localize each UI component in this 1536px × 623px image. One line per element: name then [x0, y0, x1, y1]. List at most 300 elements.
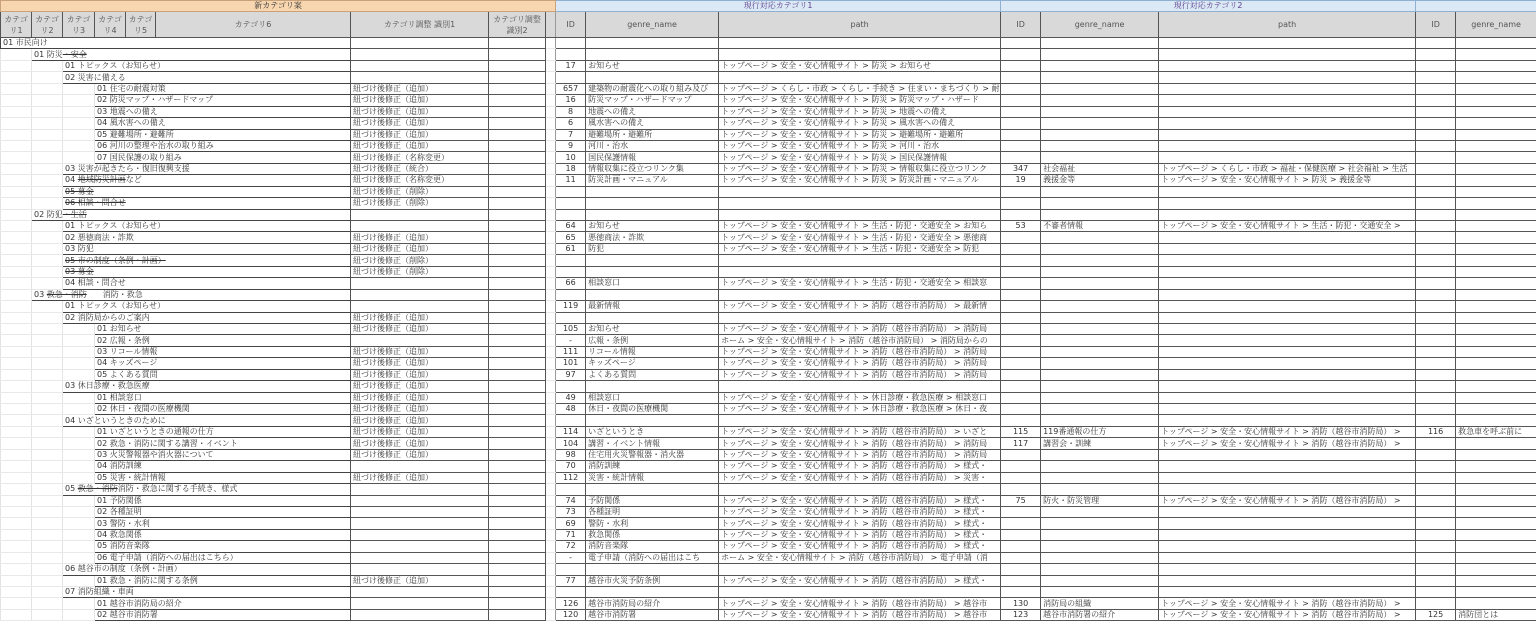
column-header-cur3-genre_name[interactable]: genre_name: [1456, 12, 1536, 38]
c3-genre-name-cell[interactable]: 消防団とは: [1456, 609, 1536, 620]
c1-id-cell[interactable]: 49: [556, 392, 586, 403]
category-cell[interactable]: [95, 83, 351, 94]
adjustment-note-cell[interactable]: 紐づけ後修正（追加）: [351, 95, 489, 106]
indent-cell[interactable]: [1, 72, 32, 83]
indent-cell[interactable]: [32, 175, 63, 186]
c1-id-cell[interactable]: 97: [556, 369, 586, 380]
c2-genre-name-cell[interactable]: [1041, 415, 1159, 426]
category-cell[interactable]: [95, 369, 351, 380]
adjustment-note-2-cell[interactable]: [489, 426, 546, 437]
indent-cell[interactable]: [32, 152, 63, 163]
c3-id-cell[interactable]: [1416, 541, 1456, 552]
c3-id-cell[interactable]: [1416, 289, 1456, 300]
indent-cell[interactable]: [1, 541, 32, 552]
category-cell[interactable]: [63, 175, 351, 186]
indent-cell[interactable]: [1, 198, 32, 209]
category-cell[interactable]: [32, 209, 351, 220]
c2-path-cell[interactable]: [1159, 461, 1416, 472]
c1-id-cell[interactable]: 111: [556, 346, 586, 357]
c3-id-cell[interactable]: [1416, 266, 1456, 277]
indent-cell[interactable]: [1, 415, 32, 426]
c1-id-cell[interactable]: 126: [556, 598, 586, 609]
adjustment-note-2-cell[interactable]: [489, 472, 546, 483]
c1-genre-name-cell[interactable]: いざというとき: [586, 426, 719, 437]
indent-cell[interactable]: [32, 95, 63, 106]
indent-cell[interactable]: [1, 186, 32, 197]
adjustment-note-cell[interactable]: 紐づけ後修正（追加）: [351, 575, 489, 586]
c1-path-cell[interactable]: トップページ > 安全・安心情報サイト > 生活・防犯・交通安全 > お知ら: [719, 221, 1001, 232]
adjustment-note-2-cell[interactable]: [489, 438, 546, 449]
adjustment-note-2-cell[interactable]: [489, 541, 546, 552]
adjustment-note-2-cell[interactable]: [489, 232, 546, 243]
indent-cell[interactable]: [1, 312, 32, 323]
c3-genre-name-cell[interactable]: [1456, 312, 1536, 323]
indent-cell[interactable]: [32, 575, 63, 586]
indent-cell[interactable]: [32, 564, 63, 575]
column-header-cur1-path[interactable]: path: [719, 12, 1001, 38]
category-cell[interactable]: [95, 506, 351, 517]
c2-id-cell[interactable]: [1001, 472, 1041, 483]
indent-cell[interactable]: [63, 358, 95, 369]
c1-path-cell[interactable]: トップページ > 安全・安心情報サイト > 消防（越谷市消防局） > 越谷市: [719, 609, 1001, 620]
category-cell[interactable]: [63, 163, 351, 174]
c3-id-cell[interactable]: [1416, 255, 1456, 266]
c3-genre-name-cell[interactable]: [1456, 175, 1536, 186]
c2-id-cell[interactable]: [1001, 587, 1041, 598]
c2-path-cell[interactable]: [1159, 289, 1416, 300]
c3-genre-name-cell[interactable]: [1456, 60, 1536, 71]
c2-path-cell[interactable]: トップページ > 安全・安心情報サイト > 消防（越谷市消防局） >: [1159, 426, 1416, 437]
category-cell[interactable]: [32, 49, 351, 60]
adjustment-note-cell[interactable]: [351, 461, 489, 472]
indent-cell[interactable]: [1, 587, 32, 598]
c3-genre-name-cell[interactable]: [1456, 369, 1536, 380]
column-header-new-1[interactable]: カテゴリ1: [1, 12, 32, 38]
c1-path-cell[interactable]: トップページ > 安全・安心情報サイト > 消防（越谷市消防局） > 消防局: [719, 449, 1001, 460]
c3-id-cell[interactable]: [1416, 140, 1456, 151]
c2-id-cell[interactable]: [1001, 243, 1041, 254]
c2-path-cell[interactable]: [1159, 415, 1416, 426]
c1-path-cell[interactable]: トップページ > 安全・安心情報サイト > 生活・防犯・交通安全 > 相談窓: [719, 278, 1001, 289]
c2-path-cell[interactable]: [1159, 209, 1416, 220]
adjustment-note-2-cell[interactable]: [489, 72, 546, 83]
c2-genre-name-cell[interactable]: [1041, 449, 1159, 460]
category-cell[interactable]: [95, 323, 351, 334]
c3-id-cell[interactable]: [1416, 369, 1456, 380]
c1-path-cell[interactable]: [719, 38, 1001, 49]
c1-id-cell[interactable]: [556, 484, 586, 495]
c2-genre-name-cell[interactable]: [1041, 564, 1159, 575]
adjustment-note-cell[interactable]: 紐づけ後修正（追加）: [351, 346, 489, 357]
c2-genre-name-cell[interactable]: [1041, 506, 1159, 517]
adjustment-note-cell[interactable]: [351, 564, 489, 575]
c1-path-cell[interactable]: トップページ > 安全・安心情報サイト > 消防（越谷市消防局） > 消防局: [719, 358, 1001, 369]
adjustment-note-2-cell[interactable]: [489, 335, 546, 346]
column-header-cur2-ID[interactable]: ID: [1001, 12, 1041, 38]
c2-id-cell[interactable]: [1001, 186, 1041, 197]
adjustment-note-cell[interactable]: 紐づけ後修正（追加）: [351, 140, 489, 151]
indent-cell[interactable]: [1, 163, 32, 174]
c2-path-cell[interactable]: [1159, 129, 1416, 140]
adjustment-note-2-cell[interactable]: [489, 175, 546, 186]
adjustment-note-2-cell[interactable]: [489, 198, 546, 209]
c2-id-cell[interactable]: [1001, 369, 1041, 380]
indent-cell[interactable]: [32, 118, 63, 129]
indent-cell[interactable]: [63, 495, 95, 506]
c2-path-cell[interactable]: [1159, 255, 1416, 266]
c2-genre-name-cell[interactable]: [1041, 335, 1159, 346]
category-cell[interactable]: [95, 404, 351, 415]
adjustment-note-2-cell[interactable]: [489, 221, 546, 232]
indent-cell[interactable]: [1, 506, 32, 517]
indent-cell[interactable]: [1, 221, 32, 232]
c3-id-cell[interactable]: [1416, 60, 1456, 71]
c2-genre-name-cell[interactable]: [1041, 541, 1159, 552]
adjustment-note-2-cell[interactable]: [489, 346, 546, 357]
indent-cell[interactable]: [32, 198, 63, 209]
c1-genre-name-cell[interactable]: 防災計画・マニュアル: [586, 175, 719, 186]
c1-id-cell[interactable]: 70: [556, 461, 586, 472]
c1-genre-name-cell[interactable]: 越谷市消防署: [586, 609, 719, 620]
c3-genre-name-cell[interactable]: [1456, 243, 1536, 254]
c2-id-cell[interactable]: [1001, 72, 1041, 83]
indent-cell[interactable]: [1, 118, 32, 129]
c2-path-cell[interactable]: [1159, 587, 1416, 598]
adjustment-note-cell[interactable]: [351, 301, 489, 312]
c1-path-cell[interactable]: トップページ > 安全・安心情報サイト > 防災 > 地震への備え: [719, 106, 1001, 117]
indent-cell[interactable]: [32, 369, 63, 380]
c1-path-cell[interactable]: トップページ > 安全・安心情報サイト > 消防（越谷市消防局） > 様式・: [719, 529, 1001, 540]
c3-genre-name-cell[interactable]: [1456, 106, 1536, 117]
c2-genre-name-cell[interactable]: [1041, 575, 1159, 586]
indent-cell[interactable]: [63, 95, 95, 106]
indent-cell[interactable]: [63, 529, 95, 540]
indent-cell[interactable]: [63, 129, 95, 140]
c3-genre-name-cell[interactable]: [1456, 552, 1536, 563]
c3-genre-name-cell[interactable]: [1456, 506, 1536, 517]
indent-cell[interactable]: [32, 106, 63, 117]
c1-id-cell[interactable]: 72: [556, 541, 586, 552]
adjustment-note-2-cell[interactable]: [489, 140, 546, 151]
c2-id-cell[interactable]: [1001, 106, 1041, 117]
c1-path-cell[interactable]: トップページ > 安全・安心情報サイト > 防災 > 国民保護情報: [719, 152, 1001, 163]
c1-id-cell[interactable]: -: [556, 335, 586, 346]
indent-cell[interactable]: [63, 426, 95, 437]
adjustment-note-cell[interactable]: 紐づけ後修正（削除）: [351, 266, 489, 277]
c2-genre-name-cell[interactable]: [1041, 381, 1159, 392]
c2-path-cell[interactable]: [1159, 529, 1416, 540]
c3-id-cell[interactable]: [1416, 95, 1456, 106]
c2-id-cell[interactable]: [1001, 83, 1041, 94]
c3-id-cell[interactable]: [1416, 301, 1456, 312]
category-cell[interactable]: [63, 484, 351, 495]
indent-cell[interactable]: [63, 140, 95, 151]
category-cell[interactable]: [95, 118, 351, 129]
c3-id-cell[interactable]: [1416, 506, 1456, 517]
c1-path-cell[interactable]: トップページ > 安全・安心情報サイト > 防災 > 風水害への備え: [719, 118, 1001, 129]
indent-cell[interactable]: [1, 152, 32, 163]
c3-id-cell[interactable]: [1416, 415, 1456, 426]
c3-id-cell[interactable]: [1416, 221, 1456, 232]
c1-path-cell[interactable]: トップページ > 安全・安心情報サイト > 防災 > 情報収集に役立つリンク: [719, 163, 1001, 174]
c3-genre-name-cell[interactable]: [1456, 140, 1536, 151]
c1-genre-name-cell[interactable]: [586, 72, 719, 83]
c1-id-cell[interactable]: [556, 255, 586, 266]
c3-genre-name-cell[interactable]: [1456, 598, 1536, 609]
c1-genre-name-cell[interactable]: [586, 312, 719, 323]
c2-path-cell[interactable]: [1159, 140, 1416, 151]
c1-id-cell[interactable]: 105: [556, 323, 586, 334]
adjustment-note-cell[interactable]: 紐づけ後修正（追加）: [351, 312, 489, 323]
c1-genre-name-cell[interactable]: 電子申請（消防への届出はこち: [586, 552, 719, 563]
c2-path-cell[interactable]: [1159, 186, 1416, 197]
indent-cell[interactable]: [1, 552, 32, 563]
adjustment-note-cell[interactable]: [351, 541, 489, 552]
adjustment-note-2-cell[interactable]: [489, 369, 546, 380]
c1-genre-name-cell[interactable]: 消防訓練: [586, 461, 719, 472]
c3-id-cell[interactable]: [1416, 392, 1456, 403]
c2-genre-name-cell[interactable]: [1041, 95, 1159, 106]
indent-cell[interactable]: [1, 95, 32, 106]
c2-id-cell[interactable]: [1001, 518, 1041, 529]
indent-cell[interactable]: [32, 346, 63, 357]
indent-cell[interactable]: [1, 243, 32, 254]
adjustment-note-cell[interactable]: [351, 552, 489, 563]
indent-cell[interactable]: [1, 278, 32, 289]
c2-id-cell[interactable]: [1001, 232, 1041, 243]
c1-path-cell[interactable]: [719, 209, 1001, 220]
c1-id-cell[interactable]: [556, 587, 586, 598]
c1-genre-name-cell[interactable]: [586, 38, 719, 49]
c3-id-cell[interactable]: [1416, 278, 1456, 289]
category-cell[interactable]: [63, 243, 351, 254]
c2-genre-name-cell[interactable]: [1041, 552, 1159, 563]
category-cell[interactable]: [95, 152, 351, 163]
category-cell[interactable]: [63, 186, 351, 197]
c1-id-cell[interactable]: 48: [556, 404, 586, 415]
adjustment-note-cell[interactable]: [351, 289, 489, 300]
c1-path-cell[interactable]: [719, 49, 1001, 60]
c2-genre-name-cell[interactable]: [1041, 140, 1159, 151]
c3-id-cell[interactable]: [1416, 209, 1456, 220]
c3-genre-name-cell[interactable]: [1456, 186, 1536, 197]
indent-cell[interactable]: [1, 484, 32, 495]
c2-path-cell[interactable]: [1159, 106, 1416, 117]
c2-id-cell[interactable]: [1001, 278, 1041, 289]
category-cell[interactable]: [95, 461, 351, 472]
adjustment-note-cell[interactable]: [351, 506, 489, 517]
category-cell[interactable]: [63, 232, 351, 243]
c2-id-cell[interactable]: [1001, 449, 1041, 460]
indent-cell[interactable]: [32, 381, 63, 392]
category-cell[interactable]: [63, 587, 351, 598]
category-cell[interactable]: [63, 221, 351, 232]
indent-cell[interactable]: [1, 495, 32, 506]
c3-id-cell[interactable]: 116: [1416, 426, 1456, 437]
category-cell[interactable]: [95, 552, 351, 563]
indent-cell[interactable]: [32, 255, 63, 266]
c2-path-cell[interactable]: [1159, 358, 1416, 369]
adjustment-note-2-cell[interactable]: [489, 518, 546, 529]
c1-genre-name-cell[interactable]: [586, 381, 719, 392]
c3-id-cell[interactable]: [1416, 232, 1456, 243]
indent-cell[interactable]: [63, 392, 95, 403]
c1-genre-name-cell[interactable]: お知らせ: [586, 221, 719, 232]
indent-cell[interactable]: [32, 221, 63, 232]
c2-path-cell[interactable]: [1159, 152, 1416, 163]
c1-id-cell[interactable]: 98: [556, 449, 586, 460]
c1-id-cell[interactable]: 119: [556, 301, 586, 312]
indent-cell[interactable]: [32, 552, 63, 563]
c3-id-cell[interactable]: [1416, 72, 1456, 83]
c1-id-cell[interactable]: [556, 49, 586, 60]
c2-path-cell[interactable]: トップページ > 安全・安心情報サイト > 消防（越谷市消防局） >: [1159, 495, 1416, 506]
category-cell[interactable]: [95, 518, 351, 529]
c1-genre-name-cell[interactable]: 越谷市火災予防条例: [586, 575, 719, 586]
c1-path-cell[interactable]: トップページ > 安全・安心情報サイト > 消防（越谷市消防局） > 様式・: [719, 541, 1001, 552]
column-header-new-8[interactable]: カテゴリ調整 識別2: [489, 12, 546, 38]
c3-id-cell[interactable]: [1416, 587, 1456, 598]
adjustment-note-cell[interactable]: 紐づけ後修正（名称変更）: [351, 152, 489, 163]
c2-path-cell[interactable]: [1159, 323, 1416, 334]
c3-genre-name-cell[interactable]: [1456, 152, 1536, 163]
c3-genre-name-cell[interactable]: [1456, 95, 1536, 106]
indent-cell[interactable]: [32, 587, 63, 598]
c3-id-cell[interactable]: [1416, 484, 1456, 495]
c2-path-cell[interactable]: [1159, 564, 1416, 575]
c3-genre-name-cell[interactable]: [1456, 209, 1536, 220]
c1-genre-name-cell[interactable]: 広報・条例: [586, 335, 719, 346]
adjustment-note-cell[interactable]: [351, 60, 489, 71]
adjustment-note-2-cell[interactable]: [489, 278, 546, 289]
adjustment-note-cell[interactable]: 紐づけ後修正（削除）: [351, 186, 489, 197]
c2-genre-name-cell[interactable]: [1041, 278, 1159, 289]
c2-genre-name-cell[interactable]: [1041, 209, 1159, 220]
adjustment-note-cell[interactable]: [351, 221, 489, 232]
c2-genre-name-cell[interactable]: [1041, 484, 1159, 495]
adjustment-note-cell[interactable]: 紐づけ後修正（名称変更）: [351, 175, 489, 186]
c3-genre-name-cell[interactable]: [1456, 278, 1536, 289]
c2-path-cell[interactable]: [1159, 72, 1416, 83]
adjustment-note-2-cell[interactable]: [489, 484, 546, 495]
indent-cell[interactable]: [32, 232, 63, 243]
category-cell[interactable]: [63, 381, 351, 392]
c3-id-cell[interactable]: [1416, 495, 1456, 506]
adjustment-note-cell[interactable]: 紐づけ後修正（追加）: [351, 243, 489, 254]
indent-cell[interactable]: [63, 404, 95, 415]
c2-id-cell[interactable]: [1001, 541, 1041, 552]
c2-path-cell[interactable]: トップページ > 安全・安心情報サイト > 消防（越谷市消防局） >: [1159, 438, 1416, 449]
c1-id-cell[interactable]: [556, 381, 586, 392]
c2-genre-name-cell[interactable]: [1041, 358, 1159, 369]
indent-cell[interactable]: [1, 472, 32, 483]
indent-cell[interactable]: [1, 83, 32, 94]
c3-genre-name-cell[interactable]: [1456, 83, 1536, 94]
c3-id-cell[interactable]: [1416, 472, 1456, 483]
adjustment-note-2-cell[interactable]: [489, 163, 546, 174]
indent-cell[interactable]: [32, 598, 63, 609]
c2-genre-name-cell[interactable]: [1041, 198, 1159, 209]
category-cell[interactable]: [95, 335, 351, 346]
c3-id-cell[interactable]: [1416, 129, 1456, 140]
indent-cell[interactable]: [32, 358, 63, 369]
indent-cell[interactable]: [32, 163, 63, 174]
c1-path-cell[interactable]: トップページ > 安全・安心情報サイト > 消防（越谷市消防局） > 消防局: [719, 323, 1001, 334]
indent-cell[interactable]: [1, 140, 32, 151]
c1-id-cell[interactable]: [556, 186, 586, 197]
c1-genre-name-cell[interactable]: [586, 266, 719, 277]
c1-genre-name-cell[interactable]: 休日・夜間の医療機関: [586, 404, 719, 415]
c2-path-cell[interactable]: [1159, 38, 1416, 49]
c1-id-cell[interactable]: -: [556, 552, 586, 563]
c3-genre-name-cell[interactable]: [1456, 484, 1536, 495]
c2-id-cell[interactable]: [1001, 209, 1041, 220]
c2-genre-name-cell[interactable]: [1041, 289, 1159, 300]
indent-cell[interactable]: [63, 552, 95, 563]
c2-genre-name-cell[interactable]: [1041, 312, 1159, 323]
adjustment-note-cell[interactable]: [351, 209, 489, 220]
column-header-new-6[interactable]: カテゴリ6: [156, 12, 351, 38]
c2-id-cell[interactable]: 123: [1001, 609, 1041, 620]
indent-cell[interactable]: [63, 335, 95, 346]
c1-path-cell[interactable]: [719, 266, 1001, 277]
c2-id-cell[interactable]: [1001, 140, 1041, 151]
c1-id-cell[interactable]: 18: [556, 163, 586, 174]
adjustment-note-cell[interactable]: 紐づけ後修正（追加）: [351, 369, 489, 380]
c1-id-cell[interactable]: 16: [556, 95, 586, 106]
c3-genre-name-cell[interactable]: [1456, 129, 1536, 140]
c2-id-cell[interactable]: [1001, 312, 1041, 323]
c2-genre-name-cell[interactable]: [1041, 118, 1159, 129]
c3-genre-name-cell[interactable]: [1456, 198, 1536, 209]
c2-genre-name-cell[interactable]: [1041, 266, 1159, 277]
category-cell[interactable]: [95, 106, 351, 117]
c2-genre-name-cell[interactable]: [1041, 346, 1159, 357]
adjustment-note-2-cell[interactable]: [489, 609, 546, 620]
column-header-new-5[interactable]: カテゴリ5: [126, 12, 156, 38]
c3-genre-name-cell[interactable]: [1456, 118, 1536, 129]
c3-id-cell[interactable]: [1416, 438, 1456, 449]
c1-genre-name-cell[interactable]: 災害・統計情報: [586, 472, 719, 483]
indent-cell[interactable]: [63, 438, 95, 449]
adjustment-note-cell[interactable]: 紐づけ後修正（追加）: [351, 415, 489, 426]
c2-genre-name-cell[interactable]: [1041, 587, 1159, 598]
c1-genre-name-cell[interactable]: [586, 564, 719, 575]
adjustment-note-2-cell[interactable]: [489, 575, 546, 586]
c1-genre-name-cell[interactable]: キッズページ: [586, 358, 719, 369]
c3-genre-name-cell[interactable]: [1456, 461, 1536, 472]
c1-id-cell[interactable]: [556, 72, 586, 83]
adjustment-note-2-cell[interactable]: [489, 255, 546, 266]
c1-path-cell[interactable]: トップページ > 安全・安心情報サイト > 消防（越谷市消防局） > 様式・: [719, 506, 1001, 517]
indent-cell[interactable]: [1, 255, 32, 266]
c3-genre-name-cell[interactable]: [1456, 49, 1536, 60]
indent-cell[interactable]: [1, 232, 32, 243]
indent-cell[interactable]: [63, 118, 95, 129]
c1-genre-name-cell[interactable]: 河川・治水: [586, 140, 719, 151]
c3-genre-name-cell[interactable]: [1456, 438, 1536, 449]
c2-genre-name-cell[interactable]: [1041, 106, 1159, 117]
indent-cell[interactable]: [63, 506, 95, 517]
indent-cell[interactable]: [32, 506, 63, 517]
c2-id-cell[interactable]: [1001, 392, 1041, 403]
category-cell[interactable]: [63, 72, 351, 83]
indent-cell[interactable]: [1, 209, 32, 220]
c2-path-cell[interactable]: トップページ > くらし・市政 > 福祉・保健医療 > 社会福祉 > 生活: [1159, 163, 1416, 174]
c1-genre-name-cell[interactable]: 防災マップ・ハザードマップ: [586, 95, 719, 106]
indent-cell[interactable]: [1, 346, 32, 357]
c1-path-cell[interactable]: トップページ > 安全・安心情報サイト > 消防（越谷市消防局） > 様式・: [719, 518, 1001, 529]
